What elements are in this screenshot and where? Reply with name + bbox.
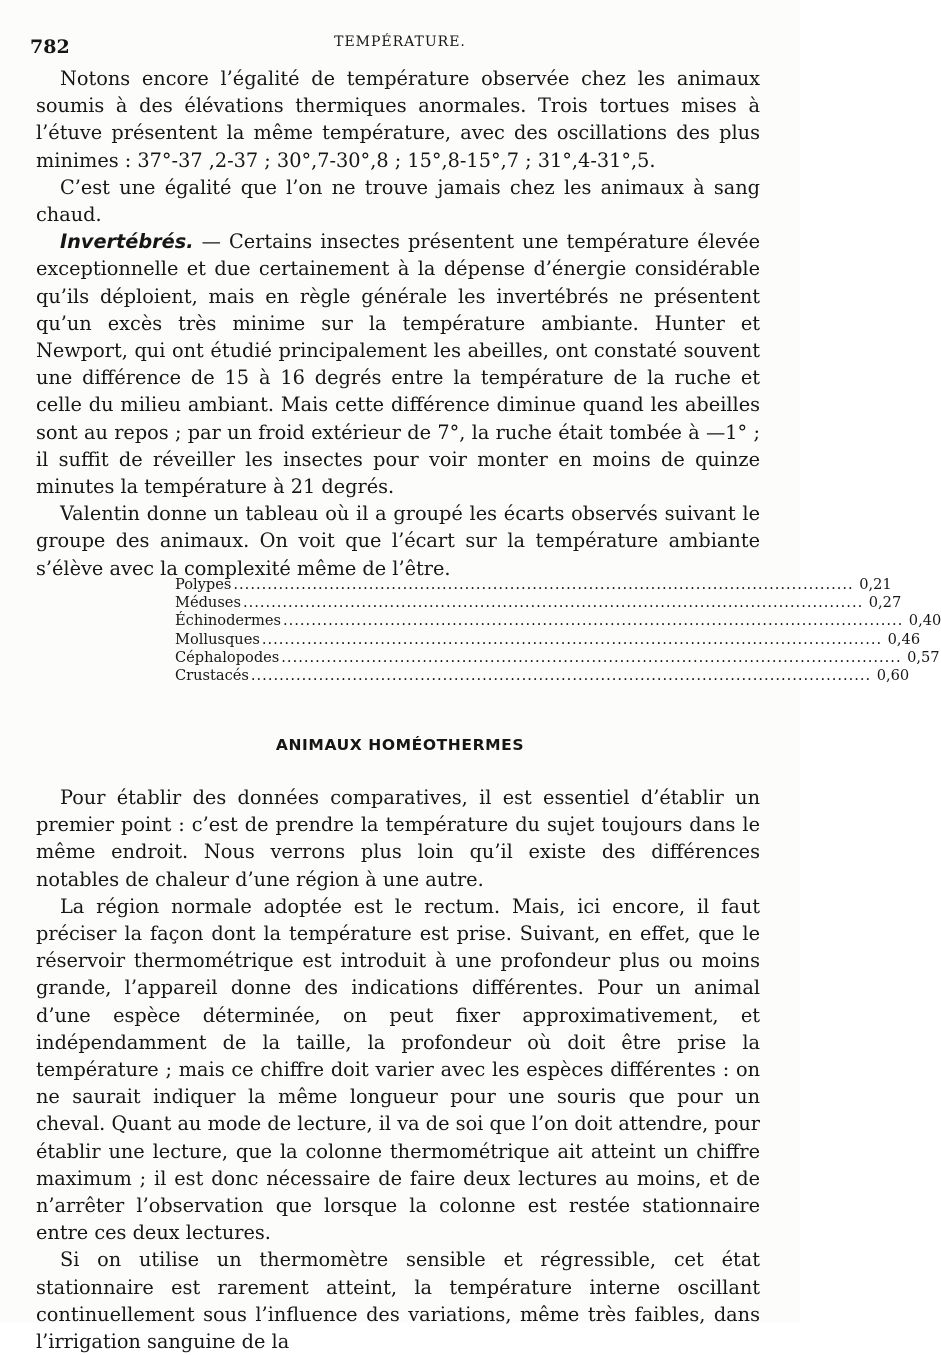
- paragraph-thermometre: Si on utilise un thermomètre sensible et régressible, cet état stationnaire est rarement atteint, la température interne oscillant continuellement sous l’influence des variations, même très faibles, dans l’irrigation sanguine de la: [36, 1248, 760, 1354]
- table-row-value: 0,46: [887, 630, 921, 648]
- table-row-value: 0,27: [868, 594, 902, 612]
- table-row-value: 0,21: [859, 576, 892, 593]
- dot-leader: [251, 667, 871, 685]
- table-row: [175, 612, 941, 630]
- table-row-label: Crustacés: [175, 666, 249, 684]
- dot-leader: [281, 649, 901, 667]
- section-heading: ANIMAUX HOMÉOTHERMES: [275, 736, 525, 754]
- dot-leader: [262, 631, 882, 649]
- table-row-label: Polypes: [175, 576, 232, 593]
- running-title: TEMPÉRATURE.: [334, 34, 466, 50]
- table-row-label: Céphalopodes: [175, 648, 280, 666]
- table-row-label: Méduses: [175, 594, 241, 612]
- table-row: [175, 666, 910, 685]
- table-row-label: Échinodermes: [175, 612, 281, 630]
- paragraph-invertebres: [36, 228, 760, 500]
- paragraph-tortues: Notons encore l’égalité de température observée chez les animaux soumis à des élévations thermiques anormales. Trois tortues mises à l’étuve présentent la même température, avec des oscillations des plus minimes : 37°-37 ,2-37 ; 30°,7-30°,8 ; 15°,8-15°,7 ; 31°,4-31°,5.: [36, 67, 760, 172]
- table-row: [175, 594, 902, 612]
- invertebres-label: Invertébrés.: [60, 230, 194, 254]
- table-row-value: 0,40: [908, 612, 941, 630]
- dot-leader: [283, 612, 903, 630]
- invertebres-text: — Certains insectes présentent une température élevée exceptionnelle et due certainement à la dépense d’énergie considérable qu’ils déploient, mais en règle générale les invertébrés ne présentent qu’un excès très minime sur la température ambiante. Hunter et Newport, qui ont étudié principalement les abeilles, ont constaté souvent une différence de 15 à 16 degrés entre la température de la ruche et celle du milieu ambiant. Mais cette différence diminue quand les abeilles sont au repos ; par un froid extérieur de 7°, la ruche était tombée à —1° ; il suffit de réveiller les insectes pour voir monter en moins de quinze minutes la température à 21 degrés.: [36, 230, 760, 499]
- table-row-value: 0,57: [907, 648, 940, 666]
- dot-leader: [233, 576, 853, 594]
- running-head: [0, 32, 800, 56]
- paragraph-rectum: La région normale adoptée est le rectum. Mais, ici encore, il faut préciser la façon dont la température est prise. Suivant, en effet, que le réservoir thermométrique est introduit à une profondeur plus ou moins grande, l’appareil donne des indications différentes. Pour un animal d’une espèce déterminée, on peut fixer approximativement, et indépendamment de la taille, la profondeur où doit être prise la température ; mais ce chiffre doit varier avec les espèces différentes : on ne saurait indiquer la même longueur pour une souris que pour un cheval. Quant au mode de lecture, il va de soi que l’on doit attendre, pour établir une lecture, que la colonne thermométrique ait atteint un chiffre maximum ; il est donc nécessaire de faire deux lectures au moins, et de n’arrêter l’observation que lorsque la colonne est restée stationnaire entre ces deux lectures.: [36, 894, 760, 1245]
- table-row-label: Mollusques: [175, 630, 260, 648]
- table-row: [175, 576, 892, 594]
- paragraph-comparatives: Pour établir des données comparatives, il est essentiel d’établir un premier point : c’est de prendre la température du sujet toujours dans le même endroit. Nous verrons plus loin qu’il existe des différences notables de chaleur d’une région à une autre.: [36, 786, 760, 891]
- table-row: [175, 630, 921, 649]
- homeotherm-section: [36, 784, 760, 1355]
- page-number: 782: [30, 36, 70, 58]
- paragraph-sang-chaud: C’est une égalité que l’on ne trouve jamais chez les animaux à sang chaud.: [36, 175, 760, 227]
- temperature-gap-table: [175, 576, 941, 685]
- intro-section: [36, 65, 760, 582]
- paragraph-valentin: Valentin donne un tableau où il a groupé les écarts observés suivant le groupe des animaux. On voit que l’écart sur la température ambiante s’élève avec la complexité même de l’être.: [36, 502, 760, 580]
- table-row: [175, 648, 940, 667]
- table-row-value: 0,60: [876, 666, 910, 684]
- dot-leader: [243, 594, 863, 612]
